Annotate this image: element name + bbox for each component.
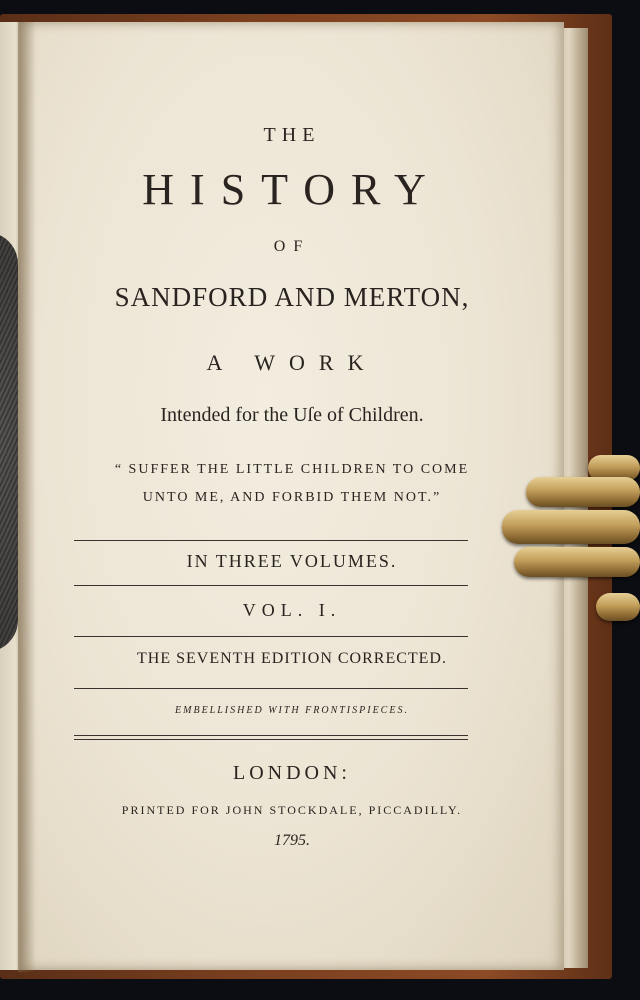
brass-finger xyxy=(596,593,640,621)
rule-divider xyxy=(74,585,468,586)
brass-hand-bookstand xyxy=(500,455,640,625)
epigraph-line-2: UNTO ME, AND FORBID THEM NOT.” xyxy=(142,490,442,505)
edition-line: THE SEVENTH EDITION CORRECTED. xyxy=(137,650,447,667)
title-of: OF xyxy=(273,238,311,255)
epigraph-line-1: “ SUFFER THE LITTLE CHILDREN TO COME xyxy=(114,462,470,477)
title-sandford-and-merton: SANDFORD AND MERTON, xyxy=(114,282,470,312)
subtitle-a-work: A WORK xyxy=(206,350,378,375)
volumes-line: IN THREE VOLUMES. xyxy=(186,551,398,571)
imprint-year: 1795. xyxy=(274,832,310,849)
rule-divider xyxy=(74,688,468,689)
double-rule-divider xyxy=(74,739,468,740)
rule-divider xyxy=(74,636,468,637)
imprint-printer: PRINTED FOR JOHN STOCKDALE, PICCADILLY. xyxy=(121,803,463,817)
volume-number: VOL. I. xyxy=(242,600,342,620)
brass-finger xyxy=(526,477,640,507)
double-rule-divider xyxy=(74,735,468,736)
brass-finger xyxy=(514,547,640,577)
frontispiece-engraving xyxy=(0,232,18,652)
subtitle-intended: Intended for the Uſe of Children. xyxy=(160,404,424,426)
imprint-city: LONDON: xyxy=(233,762,351,784)
brass-finger xyxy=(502,510,640,544)
embellished-line: EMBELLISHED WITH FRONTISPIECES. xyxy=(175,705,409,716)
title-the: THE xyxy=(263,124,321,146)
title-history: HISTORY xyxy=(142,165,442,214)
rule-divider xyxy=(74,540,468,541)
